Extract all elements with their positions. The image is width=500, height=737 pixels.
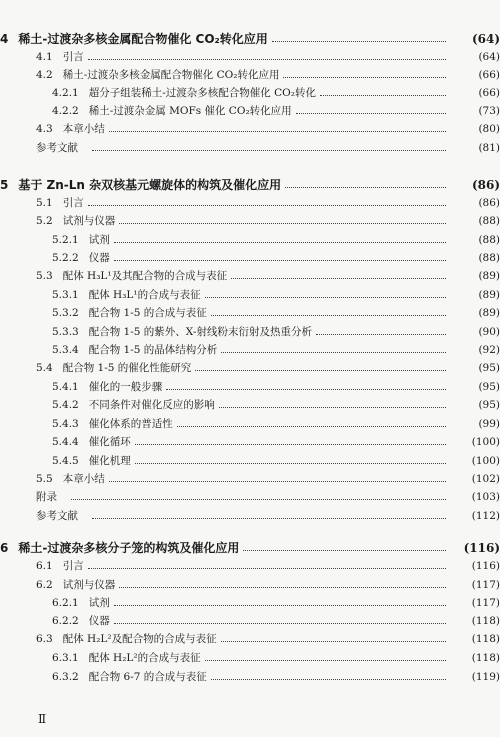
dot-leader [211,315,446,316]
toc-chapter-row[interactable] [0,26,500,46]
toc-entry-title: 引言 [62,51,84,63]
toc-entry-page: (100) [471,455,500,467]
dot-leader [221,352,446,353]
dot-leader [88,59,446,60]
toc-entry-page: (117) [471,579,500,591]
toc-entry-page: (99) [478,418,500,430]
toc-entry-number: 5.3.4 [52,344,79,356]
dot-leader [114,242,446,243]
toc-entry-page: (86) [478,197,500,209]
toc-entry-row[interactable] [0,394,500,412]
toc-entry-title: 引言 [62,197,84,209]
toc-entry-number: 5.3.3 [52,326,79,338]
toc-entry-title: 试剂与仪器 [62,215,116,227]
toc-entry-title: 配体 H₂L²及配合物的合成与表征 [62,633,217,645]
toc-entry-page: (119) [471,671,500,683]
toc-entry-row[interactable] [0,574,500,592]
toc-entry-row[interactable] [0,284,500,302]
toc-entry-title: 配合物 1-5 的合成与表征 [88,307,207,319]
toc-chapter-row[interactable] [0,172,500,192]
toc-entry-number: 5.4.2 [52,399,79,411]
toc-entry-title: 引言 [62,560,84,572]
toc-entry-page: (81) [478,142,500,154]
dot-leader [316,334,446,335]
dot-leader [109,481,446,482]
toc-entry-page: (112) [471,510,500,522]
dot-leader [221,641,446,642]
dot-leader [114,260,446,261]
toc-entry-page: (64) [478,51,500,63]
toc-entry-title: 催化的一般步骤 [88,381,163,393]
toc-entry-row[interactable] [0,431,500,449]
toc-entry-title: 配合物 1-5 的催化性能研究 [62,362,192,374]
dot-leader [205,297,446,298]
toc-entry-page: (118) [471,615,500,627]
toc-entry-page: (88) [478,234,500,246]
toc-entry-page: (66) [478,69,500,81]
dot-leader [88,568,446,569]
toc-entry-title: 仪器 [88,252,110,264]
dot-leader [114,623,446,624]
toc-entry-title: 基于 Zn-Ln 杂双核基元螺旋体的构筑及催化应用 [18,178,282,192]
toc-entry-number: 5.2 [36,215,53,227]
toc-entry-row[interactable] [0,357,500,375]
toc-entry-row[interactable] [0,100,500,118]
toc-entry-page: (92) [478,344,500,356]
toc-entry-row[interactable] [0,229,500,247]
toc-entry-row[interactable] [0,450,500,468]
toc-entry-number: 4 [0,32,9,46]
toc-entry-page: (117) [471,597,500,609]
toc-entry-page: (73) [478,105,500,117]
toc-entry-row[interactable] [0,137,500,155]
dot-leader [283,77,446,78]
dot-leader [243,550,446,551]
dot-leader [177,426,446,427]
toc-entry-number: 4.2.1 [52,87,79,99]
toc-entry-row[interactable] [0,505,500,523]
toc-entry-number: 6.3.2 [52,671,79,683]
toc-entry-row[interactable] [0,321,500,339]
toc-entry-number: 4.2 [36,69,53,81]
toc-entry-title: 本章小结 [62,473,105,485]
toc-entry-number: 5.2.1 [52,234,79,246]
toc-entry-title: 仪器 [88,615,110,627]
dot-leader [114,605,446,606]
toc-entry-title: 配体 H₃L¹及其配合物的合成与表征 [62,270,228,282]
toc-entry-number: 5.1 [36,197,53,209]
toc-entry-number: 5.5 [36,473,53,485]
toc-entry-number: 5.4.1 [52,381,79,393]
toc-entry-row[interactable] [0,302,500,320]
toc-entry-number: 5.4.5 [52,455,79,467]
toc-entry-title: 不同条件对催化反应的影响 [88,399,215,411]
dot-leader [135,444,446,445]
toc-entry-title: 配体 H₂L²的合成与表征 [88,652,201,664]
toc-entry-row[interactable] [0,46,500,64]
toc-entry-row[interactable] [0,118,500,136]
dot-leader [92,518,446,519]
toc-entry-title: 稀土-过渡杂金属 MOFs 催化 CO₂转化应用 [88,105,292,117]
toc-entry-row[interactable] [0,82,500,100]
toc-entry-row[interactable] [0,339,500,357]
toc-entry-title: 配合物 1-5 的晶体结构分析 [88,344,218,356]
toc-entry-title: 催化体系的普适性 [88,418,173,430]
toc-entry-title: 稀土-过渡杂多核分子笼的构筑及催化应用 [18,541,240,555]
toc-entry-row[interactable] [0,592,500,610]
dot-leader [71,499,446,500]
page-number-footer: Ⅱ [38,712,47,726]
toc-chapter-row[interactable] [0,535,500,555]
toc-entry-page: (89) [478,270,500,282]
toc-entry-page: (89) [478,289,500,301]
dot-leader [92,150,446,151]
toc-entry-row[interactable] [0,64,500,82]
toc-entry-number: 6.2.1 [52,597,79,609]
toc-entry-page: (103) [471,491,500,503]
toc-entry-page: (90) [478,326,500,338]
dot-leader [211,679,446,680]
toc-entry-number: 5.3.1 [52,289,79,301]
toc-entry-row[interactable] [0,192,500,210]
toc-entry-page: (80) [478,123,500,135]
toc-entry-number: 4.2.2 [52,105,79,117]
toc-entry-number: 6.2.2 [52,615,79,627]
dot-leader [166,389,446,390]
dot-leader [109,131,446,132]
toc-entry-row[interactable] [0,210,500,228]
toc-entry-number: 附录 [36,491,57,503]
toc-entry-row[interactable] [0,265,500,283]
toc-entry-page: (89) [478,307,500,319]
toc-entry-page: (95) [478,399,500,411]
toc-entry-page: (116) [463,541,500,555]
toc-entry-number: 5 [0,178,9,192]
toc-entry-title: 试剂 [88,597,110,609]
toc-entry-row[interactable] [0,247,500,265]
toc-entry-title: 催化循环 [88,436,131,448]
toc-entry-row[interactable] [0,413,500,431]
dot-leader [195,370,446,371]
dot-leader [205,660,446,661]
toc-entry-page: (88) [478,215,500,227]
toc-entry-title: 催化机理 [88,455,131,467]
toc-entry-title: 配体 H₃L¹的合成与表征 [88,289,201,301]
toc-entry-title: 稀土-过渡杂多核金属配合物催化 CO₂转化应用 [62,69,280,81]
toc-entry-page: (86) [471,178,500,192]
toc-entry-row[interactable] [0,647,500,665]
toc-entry-page: (118) [471,633,500,645]
dot-leader [285,187,446,188]
toc-entry-number: 4.1 [36,51,53,63]
toc-entry-title: 配合物 6-7 的合成与表征 [88,671,207,683]
toc-entry-number: 5.3.2 [52,307,79,319]
toc-entry-number: 6.3 [36,633,53,645]
toc-entry-row[interactable] [0,555,500,573]
toc-entry-page: (88) [478,252,500,264]
dot-leader [296,113,446,114]
toc-entry-row[interactable] [0,628,500,646]
dot-leader [272,41,446,42]
toc-entry-number: 5.4 [36,362,53,374]
toc-entry-number: 参考文献 [36,142,78,154]
toc-entry-page: (95) [478,381,500,393]
dot-leader [219,407,446,408]
toc-entry-number: 5.2.2 [52,252,79,264]
toc-entry-row[interactable] [0,376,500,394]
toc-entry-number: 6 [0,541,9,555]
toc-entry-row[interactable] [0,468,500,486]
toc-entry-page: (100) [471,436,500,448]
dot-leader [320,95,446,96]
toc-entry-page: (64) [471,32,500,46]
dot-leader [231,278,446,279]
toc-entry-title: 超分子组装稀土-过渡杂多核配合物催化 CO₂转化 [88,87,316,99]
toc-entry-row[interactable] [0,610,500,628]
dot-leader [119,223,446,224]
toc-entry-number: 4.3 [36,123,53,135]
toc-entry-title: 试剂 [88,234,110,246]
toc-entry-number: 参考文献 [36,510,78,522]
dot-leader [88,205,446,206]
toc-entry-number: 6.1 [36,560,53,572]
toc-entry-page: (102) [471,473,500,485]
toc-entry-number: 5.3 [36,270,53,282]
toc-entry-title: 试剂与仪器 [62,579,116,591]
toc-entry-page: (95) [478,362,500,374]
toc-entry-number: 5.4.3 [52,418,79,430]
toc-entry-page: (118) [471,652,500,664]
toc-entry-number: 5.4.4 [52,436,79,448]
toc-entry-page: (66) [478,87,500,99]
toc-entry-title: 稀土-过渡杂多核金属配合物催化 CO₂转化应用 [18,32,268,46]
dot-leader [135,463,446,464]
toc-entry-page: (116) [471,560,500,572]
toc-entry-title: 本章小结 [62,123,105,135]
toc-entry-title: 配合物 1-5 的紫外、X-射线粉末衍射及热重分析 [88,326,312,338]
toc-entry-row[interactable] [0,486,500,504]
toc-entry-number: 6.3.1 [52,652,79,664]
dot-leader [119,587,446,588]
toc-entry-number: 6.2 [36,579,53,591]
toc-entry-row[interactable] [0,666,500,684]
